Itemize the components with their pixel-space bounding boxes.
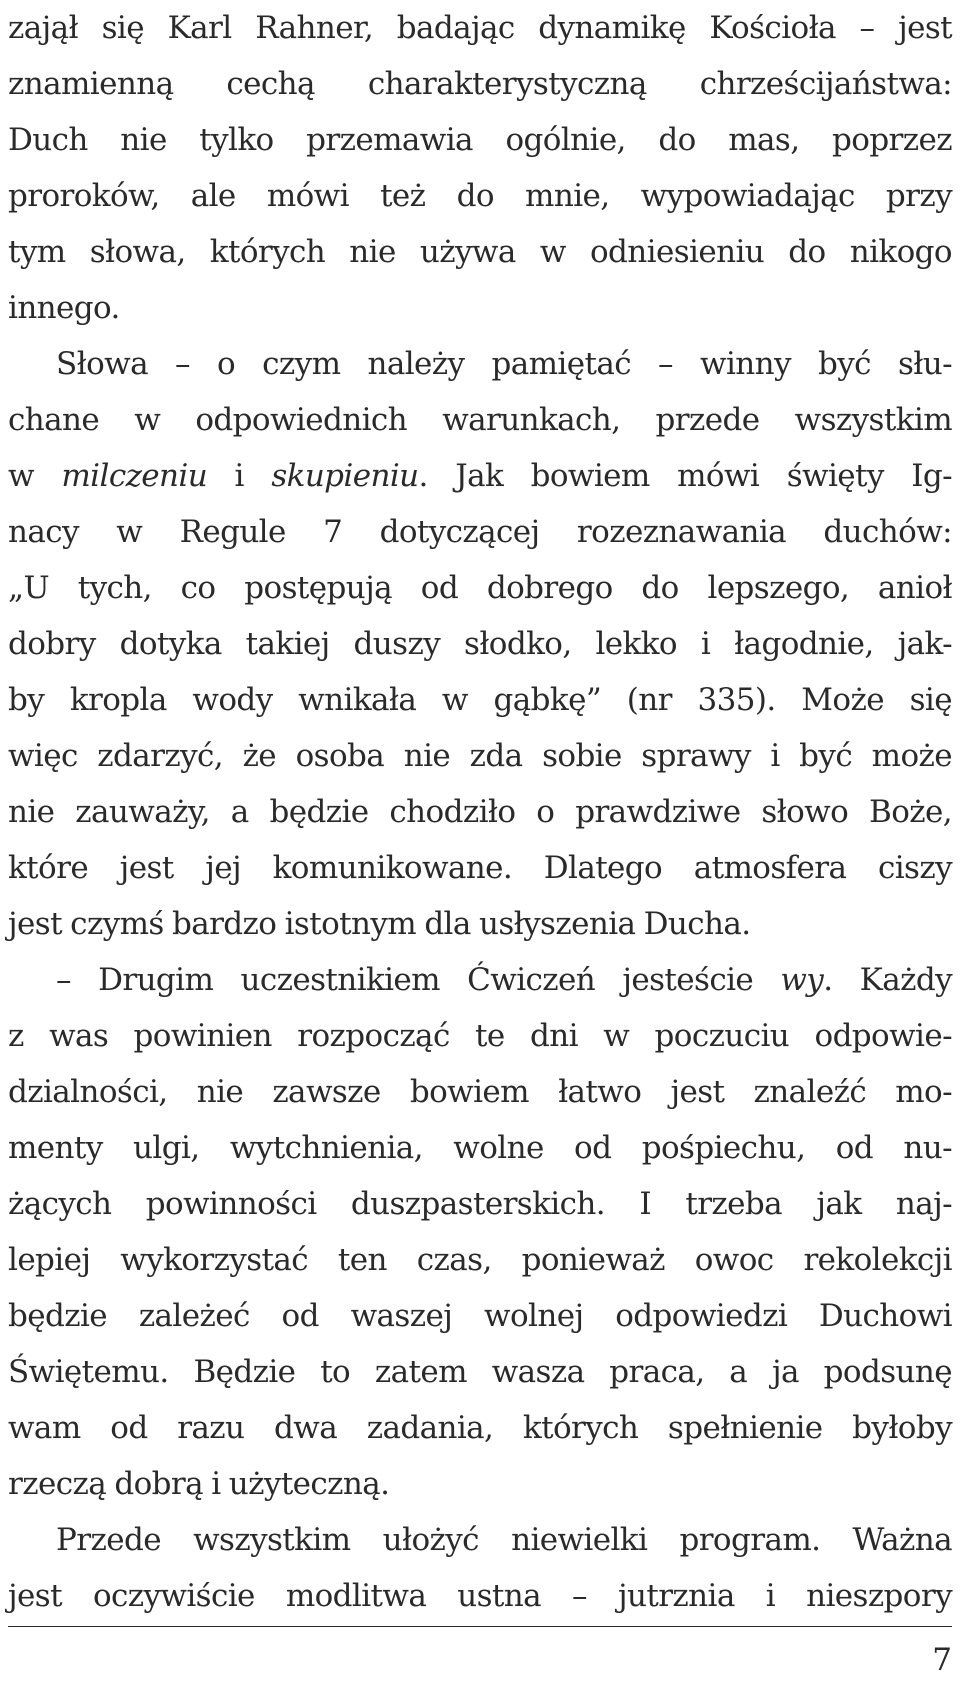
text-line: będzie zależeć od waszej wolnej odpowiedzi Duchowi	[8, 1298, 952, 1334]
text-line: nie zauważy, a będzie chodziło o prawdziwe słowo Boże,	[8, 794, 952, 830]
text-segment: i	[207, 458, 272, 494]
text-segment: w	[8, 458, 62, 494]
text-line: więc zdarzyć, że osoba nie zda sobie sprawy i być może	[8, 738, 952, 774]
page-number: 7	[932, 1642, 952, 1678]
text-line-with-emphasis	[8, 448, 952, 504]
text-segment: . Każdy	[823, 962, 952, 998]
text-line-with-emphasis	[8, 952, 952, 1008]
text-line: dobry dotyka takiej duszy słodko, lekko i łagodnie, jak-	[8, 626, 952, 662]
emphasis-milczeniu: milczeniu	[61, 458, 208, 494]
text-line: jest oczywiście modlitwa ustna – jutrznia i nieszpory	[8, 1578, 952, 1614]
text-line: które jest jej komunikowane. Dlatego atmosfera ciszy	[8, 850, 952, 886]
text-line: jest czymś bardzo istotnym dla usłyszenia Ducha.	[8, 906, 751, 942]
text-line: Słowa – o czym należy pamiętać – winny być słu-	[56, 346, 952, 382]
text-line: „U tych, co postępują od dobrego do lepszego, anioł	[8, 570, 952, 606]
text-line: Duch nie tylko przemawia ogólnie, do mas, poprzez	[8, 122, 952, 158]
text-line: proroków, ale mówi też do mnie, wypowiadając przy	[8, 178, 952, 214]
text-line: tym słowa, których nie używa w odniesieniu do nikogo	[8, 234, 952, 270]
text-line: innego.	[8, 290, 120, 326]
text-line: Świętemu. Będzie to zatem wasza praca, a ja podsunę	[8, 1354, 952, 1390]
text-segment: – Drugim uczestnikiem Ćwiczeń jesteście	[56, 962, 781, 998]
emphasis-skupieniu: skupieniu	[271, 458, 419, 494]
footer-divider	[8, 1626, 952, 1627]
text-line: nacy w Regule 7 dotyczącej rozeznawania duchów:	[8, 514, 952, 550]
text-line: rzeczą dobrą i użyteczną.	[8, 1466, 390, 1502]
text-line: Przede wszystkim ułożyć niewielki program. Ważna	[56, 1522, 952, 1558]
text-line: dzialności, nie zawsze bowiem łatwo jest znaleźć mo-	[8, 1074, 952, 1110]
text-line: żących powinności duszpasterskich. I trzeba jak naj-	[8, 1186, 952, 1222]
emphasis-wy: wy	[780, 962, 824, 998]
page-body	[8, 0, 952, 1624]
text-line: zajął się Karl Rahner, badając dynamikę Kościoła – jest	[8, 10, 952, 46]
text-line: z was powinien rozpocząć te dni w poczuciu odpowie-	[8, 1018, 952, 1054]
text-line: by kropla wody wnikała w gąbkę” (nr 335). Może się	[8, 682, 952, 718]
text-line: znamienną cechą charakterystyczną chrześcijaństwa:	[8, 66, 952, 102]
text-line: menty ulgi, wytchnienia, wolne od pośpiechu, od nu-	[8, 1130, 952, 1166]
text-line: wam od razu dwa zadania, których spełnienie byłoby	[8, 1410, 952, 1446]
text-line: lepiej wykorzystać ten czas, ponieważ owoc rekolekcji	[8, 1242, 952, 1278]
text-line: chane w odpowiednich warunkach, przede wszystkim	[8, 402, 952, 438]
text-segment: . Jak bowiem mówi święty Ig-	[418, 458, 952, 494]
